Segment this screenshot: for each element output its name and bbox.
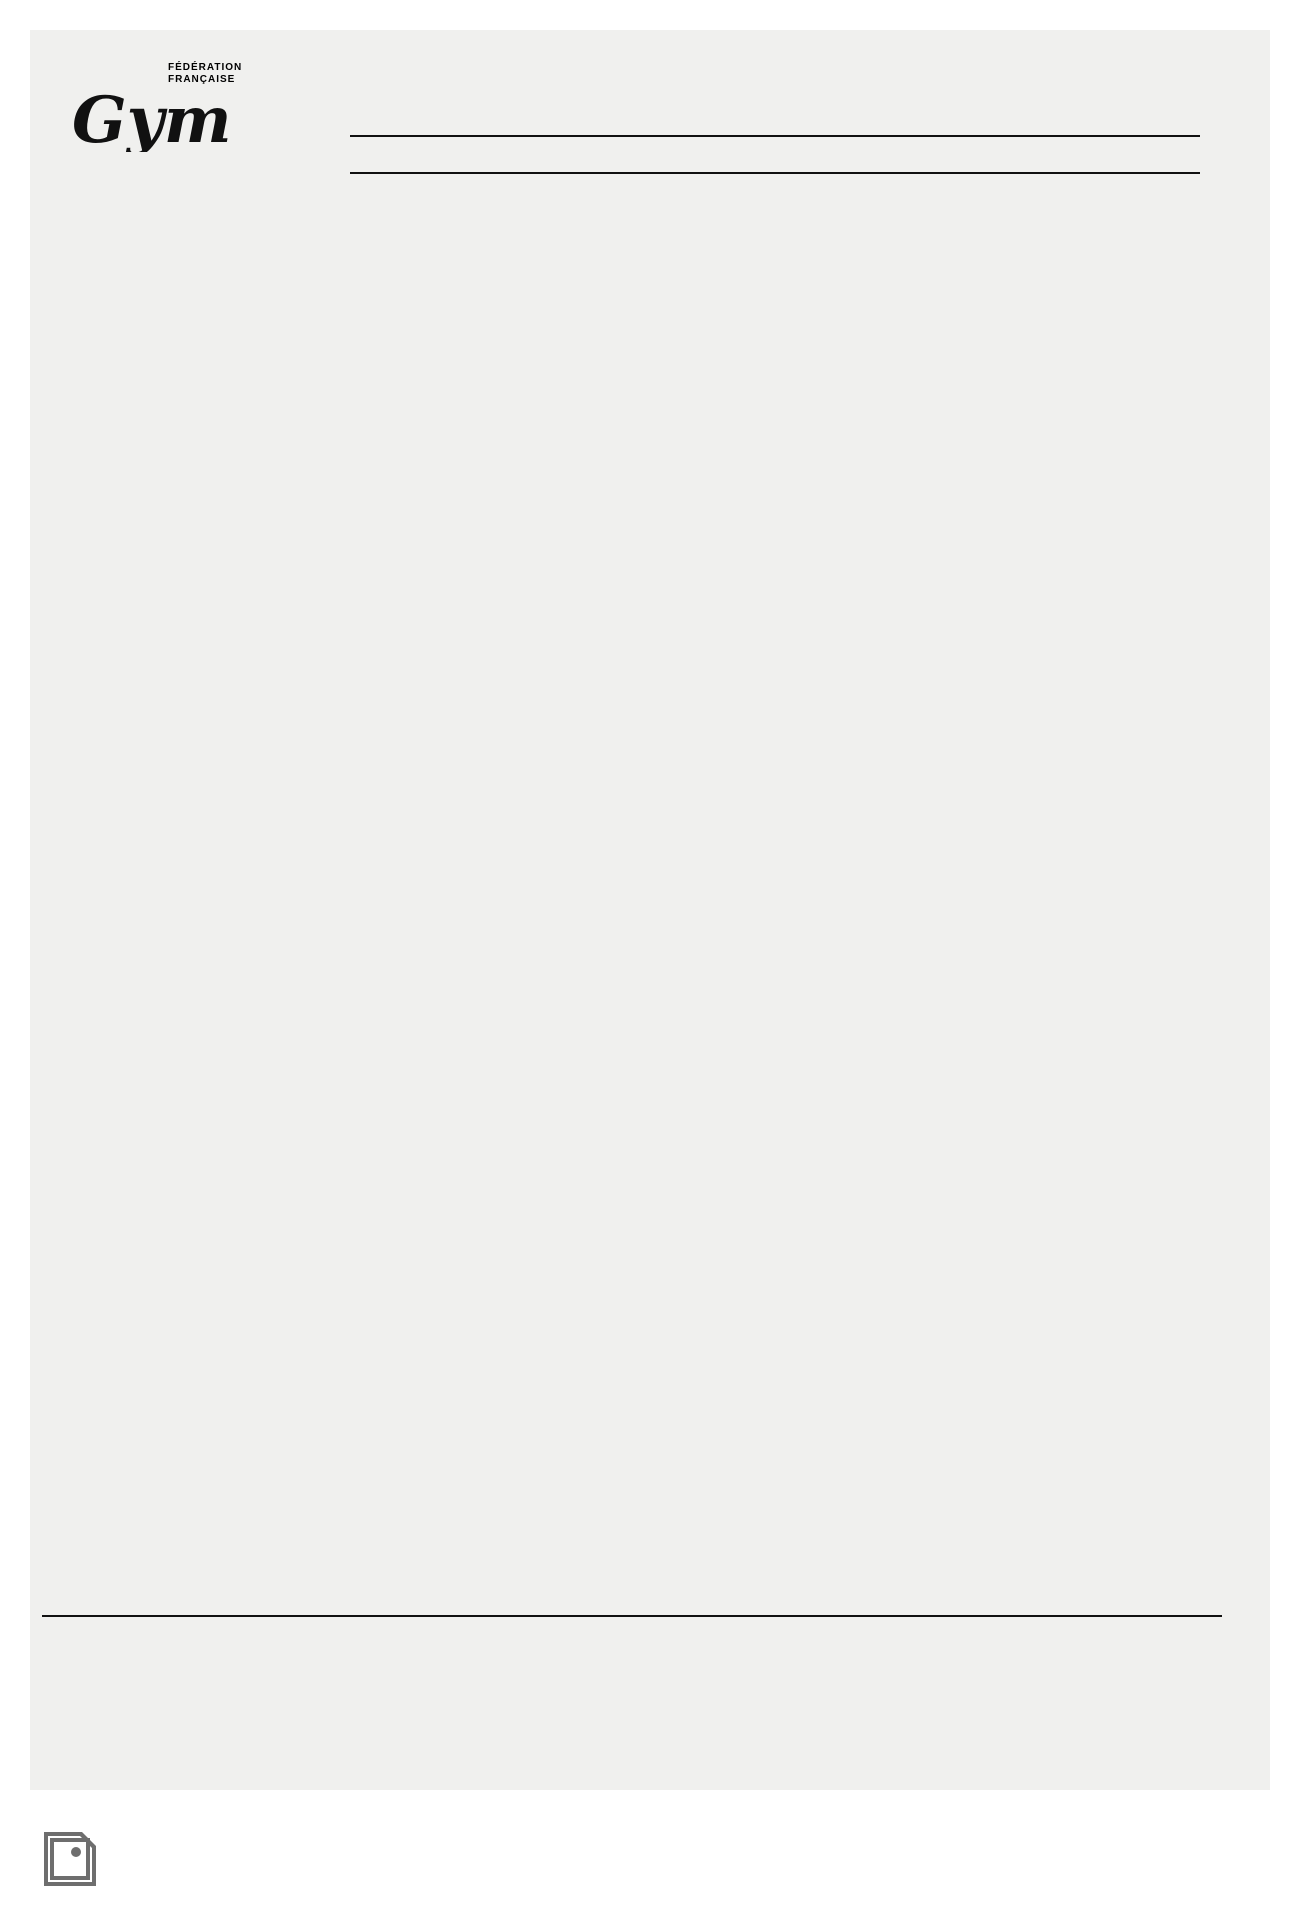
svg-text:Gym: Gym [72, 83, 232, 152]
photoscan-bar [0, 1790, 1294, 1920]
svg-text:FRANÇAISE: FRANÇAISE [168, 74, 236, 85]
photoscan-icon [40, 1828, 100, 1890]
header-rule-bottom [350, 172, 1200, 174]
ffgym-logo-mark [50, 42, 280, 152]
ffgym-logo [50, 42, 280, 152]
svg-text:FÉDÉRATION: FÉDÉRATION [168, 62, 243, 73]
footer-rule [42, 1615, 1222, 1617]
scanned-document [30, 30, 1270, 1790]
header-rule-top [350, 135, 1200, 137]
